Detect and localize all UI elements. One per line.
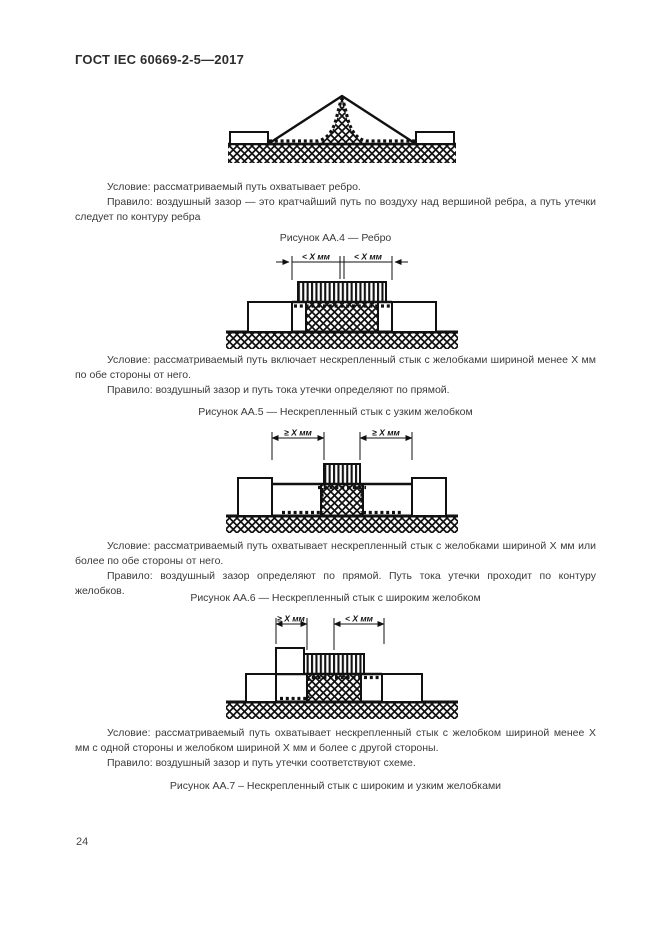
- aa5-dimension-left-label: < X мм: [302, 252, 330, 262]
- aa6-right-block: [412, 478, 446, 516]
- aa6-left-block: [238, 478, 272, 516]
- aa4-left-electrode: [230, 132, 268, 144]
- figure-aa6-rule: Правило: воздушный зазор определяют по прямой. Путь тока утечки проходит по контуру желобков.: [75, 570, 596, 597]
- aa7-left-outer-block: [246, 674, 276, 702]
- figure-aa5-narrow-groove-diagram: [222, 252, 462, 352]
- aa7-right-block: [382, 674, 422, 702]
- aa5-dimension-right-label: < X мм: [354, 252, 382, 262]
- aa5-joint-cover: [298, 282, 386, 302]
- figure-aa4-description: [75, 180, 596, 225]
- aa5-left-block: [248, 302, 292, 332]
- aa5-base-insulation: [226, 332, 458, 349]
- figure-aa5-rule: Правило: воздушный зазор и путь тока утечки определяют по прямой.: [107, 384, 450, 396]
- aa6-dimension-left-label: ≥ X мм: [284, 428, 312, 438]
- aa7-dimension-right-label: < X мм: [345, 614, 373, 624]
- figure-aa5-caption: Рисунок АА.5 — Нескрепленный стык с узким желобком: [198, 406, 473, 418]
- figure-aa6-description: [75, 539, 596, 599]
- figure-aa4-rib-diagram: [222, 86, 462, 170]
- figure-aa7-condition: Условие: рассматриваемый путь охватывает нескрепленный стык с желобком шириной менее X мм с одной стороны и желобком шириной X мм и более с другой стороны.: [75, 727, 596, 754]
- figure-aa4-rule: Правило: воздушный зазор — это кратчайший путь по воздуху над вершиной ребра, а путь утечки следует по контуру ребра: [75, 196, 596, 223]
- aa7-dimension-left-label: ≥ X мм: [277, 614, 305, 624]
- aa4-right-electrode: [416, 132, 454, 144]
- figure-aa7-mixed-groove-diagram: [222, 614, 462, 724]
- aa7-joint-cover: [304, 654, 364, 674]
- page-number: 24: [76, 836, 89, 848]
- aa4-base-insulation: [228, 144, 456, 163]
- aa5-right-block: [392, 302, 436, 332]
- aa6-base-insulation: [226, 516, 458, 533]
- aa6-dimension-right-label: ≥ X мм: [372, 428, 400, 438]
- figure-aa4-caption: Рисунок АА.4 — Ребро: [279, 232, 392, 244]
- figure-aa5-condition: Условие: рассматриваемый путь включает нескрепленный стык с желобками шириной менее X мм по обе стороны от него.: [75, 354, 596, 381]
- figure-aa7-description: [75, 726, 596, 771]
- figure-aa7-rule: Правило: воздушный зазор и путь утечки соответствуют схеме.: [107, 757, 416, 769]
- aa7-base-insulation: [226, 702, 458, 719]
- figure-aa7-caption: Рисунок АА.7 – Нескрепленный стык с широким и узким желобками: [169, 780, 502, 792]
- aa7-left-raised-block: [276, 648, 304, 674]
- figure-aa5-description: [75, 353, 596, 398]
- figure-aa6-condition: Условие: рассматриваемый путь охватывает нескрепленный стык с желобками шириной X мм или более по обе стороны от него.: [75, 540, 596, 567]
- document-header-title: ГОСТ IEC 60669-2-5—2017: [75, 52, 244, 67]
- figure-aa6-wide-groove-diagram: [222, 428, 462, 538]
- figure-aa6-caption: Рисунок АА.6 — Нескрепленный стык с широким желобком: [190, 592, 481, 604]
- figure-aa4-condition: Условие: рассматриваемый путь охватывает ребро.: [107, 181, 361, 193]
- aa6-joint-cover: [324, 464, 360, 484]
